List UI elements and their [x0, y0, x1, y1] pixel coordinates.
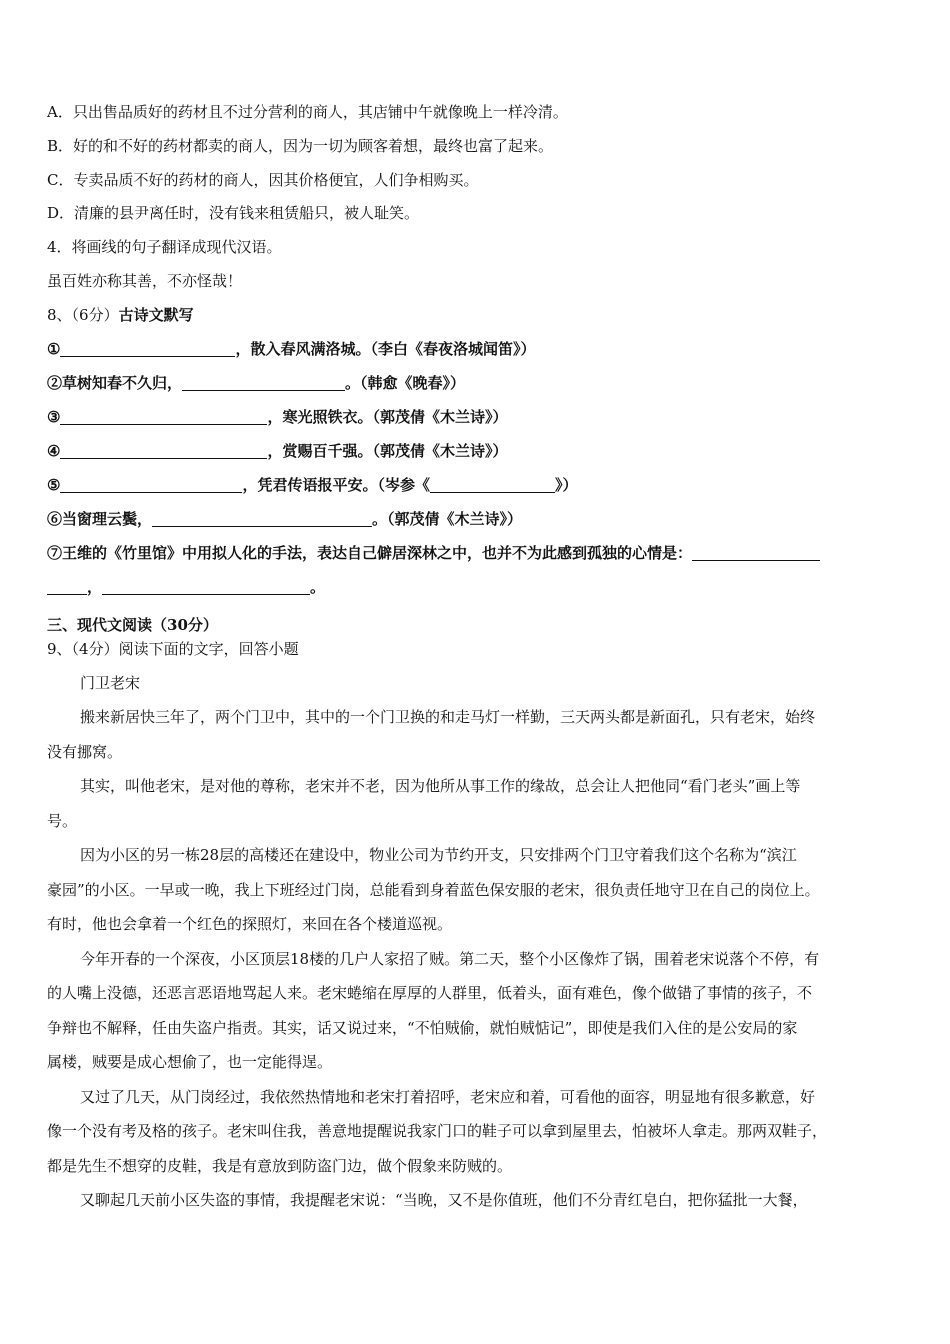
recitation-item-7-lead: ⑦王维的《竹里馆》中用拟人化的手法，表达自己僻居深林之中，也并不为此感到孤独的心情是：	[47, 544, 693, 562]
recitation-item-2-text: 。（韩愈《晚春》）	[345, 374, 466, 392]
question-8-number: 8、（6分）	[47, 306, 119, 324]
section-3-title: 三、现代文阅读（30分）	[47, 616, 218, 634]
story-title: 门卫老宋	[80, 674, 141, 692]
paragraph-line: 像一个没有考及格的孩子。老宋叫住我，善意地提醒说我家门口的鞋子可以拿到屋里去，怕被坏人拿走。那两双鞋子，	[47, 1122, 828, 1140]
answer-blank[interactable]	[102, 579, 310, 595]
recitation-item-1-number: ①	[47, 340, 61, 358]
recitation-item-2-lead: ②草树知春不久归，	[47, 374, 183, 392]
paragraph-line: 属楼，贼要是成心想偷了，也一定能得逞。	[47, 1053, 333, 1071]
question-4-prompt: 4．将画线的句子翻译成现代汉语。	[47, 238, 282, 256]
recitation-item-6	[47, 509, 522, 529]
question-4-sentence: 虽百姓亦称其善，不亦怪哉！	[47, 272, 243, 290]
option-b: B．好的和不好的药材都卖的商人，因为一切为顾客着想，最终也富了起来。	[47, 137, 554, 155]
paragraph-line: 的人嘴上没德，还恶言恶语地骂起人来。老宋蜷缩在厚厚的人群里，低着头，面有难色，像个做错了事情的孩子，不	[47, 984, 813, 1002]
recitation-item-4-text: ，赏赐百千强。（郭茂倩《木兰诗》）	[267, 442, 508, 460]
recitation-item-3-number: ③	[47, 408, 61, 426]
paragraph-line: 都是先生不想穿的皮鞋，我是有意放到防盗门边，做个假象来防贼的。	[47, 1157, 513, 1175]
option-d: D．清廉的县尹离任时，没有钱来租赁船只，被人耻笑。	[47, 204, 420, 222]
recitation-item-1-text: ，散入春风满洛城。（李白《春夜洛城闻笛》）	[235, 340, 536, 358]
answer-blank[interactable]	[60, 443, 267, 459]
paragraph-line: 搬来新居快三年了，两个门卫中，其中的一个门卫换的和走马灯一样勤，三天两头都是新面孔，只有老宋，始终	[80, 708, 816, 726]
recitation-item-7-tail: 。	[310, 578, 326, 596]
recitation-item-1	[47, 339, 535, 359]
answer-blank[interactable]	[60, 341, 235, 357]
paragraph-line: 因为小区的另一栋28层的高楼还在建设中，物业公司为节约开支，只安排两个门卫守着我们这个名称为“滨江	[80, 846, 797, 864]
recitation-item-5-number: ⑤	[47, 476, 61, 494]
answer-blank[interactable]	[182, 375, 345, 391]
recitation-item-2	[47, 373, 465, 393]
option-a: A．只出售品质好的药材且不过分营利的商人，其店铺中午就像晚上一样冷清。	[47, 103, 568, 121]
answer-blank[interactable]	[60, 477, 242, 493]
recitation-item-3-text: ，寒光照铁衣。（郭茂倩《木兰诗》）	[267, 408, 508, 426]
paragraph-line: 有时，他也会拿着一个红色的探照灯，来回在各个楼道巡视。	[47, 915, 453, 933]
paragraph-line: 争辩也不解释，任由失盗户指责。其实，话又说过来，“不怕贼偷，就怕贼惦记”，即使是我们入住的是公安局的家	[47, 1019, 798, 1037]
paragraph-line: 今年开春的一个深夜，小区顶层18楼的几户人家招了贼。第二天，整个小区像炸了锅，围着老宋说落个不停，有	[80, 950, 820, 968]
recitation-item-7	[47, 543, 820, 563]
paragraph-line: 豪园”的小区。一早或一晚，我上下班经过门岗，总能看到身着蓝色保安服的老宋，很负责任地守卫在自己的岗位上。	[47, 881, 820, 899]
recitation-item-7-continued	[47, 577, 325, 597]
paragraph-line: 号。	[47, 812, 78, 830]
recitation-item-6-text: 。（郭茂倩《木兰诗》）	[372, 510, 523, 528]
recitation-item-4	[47, 441, 507, 461]
recitation-item-7-separator: ，	[87, 578, 103, 596]
recitation-item-3	[47, 407, 507, 427]
question-8-heading	[47, 305, 194, 325]
recitation-item-5-tail: 》）	[554, 476, 578, 494]
answer-blank[interactable]	[152, 511, 372, 527]
paragraph-line: 又过了几天，从门岗经过，我依然热情地和老宋打着招呼，老宋应和着，可看他的面容，明显地有很多歉意，好	[80, 1088, 816, 1106]
answer-blank[interactable]	[692, 545, 820, 561]
answer-blank[interactable]	[47, 579, 87, 595]
question-9-heading: 9、（4分）阅读下面的文字，回答小题	[47, 640, 299, 658]
paragraph-line: 又聊起几天前小区失盗的事情，我提醒老宋说：“当晚，又不是你值班，他们不分青红皂白，把你猛批一大餐，	[80, 1191, 808, 1209]
answer-blank[interactable]	[60, 409, 267, 425]
answer-blank[interactable]	[430, 477, 555, 493]
recitation-item-5	[47, 475, 577, 495]
recitation-item-5-text: ，凭君传语报平安。（岑参《	[242, 476, 430, 494]
option-c: C．专卖品质不好的药材的商人，因其价格便宜，人们争相购买。	[47, 171, 479, 189]
recitation-item-4-number: ④	[47, 442, 61, 460]
paragraph-line: 没有挪窝。	[47, 743, 123, 761]
recitation-item-6-lead: ⑥当窗理云鬓，	[47, 510, 153, 528]
question-8-title: 古诗文默写	[118, 306, 194, 324]
paragraph-line: 其实，叫他老宋，是对他的尊称，老宋并不老，因为他所从事工作的缘故，总会让人把他同“看门老头”画上等	[80, 777, 801, 795]
